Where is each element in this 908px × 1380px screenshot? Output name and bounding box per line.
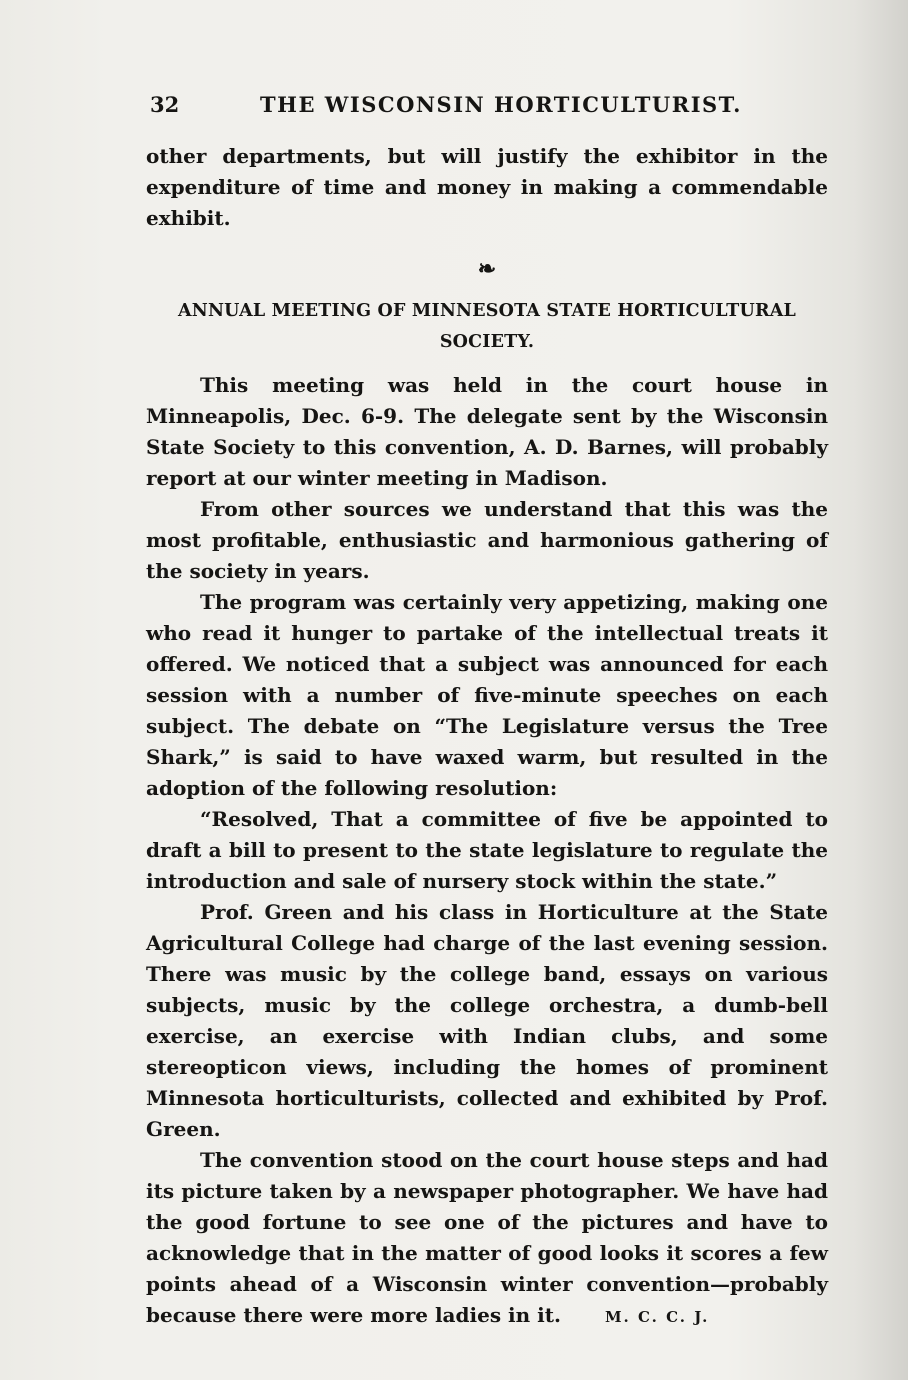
page-number: 32 — [150, 92, 180, 117]
running-head — [150, 92, 822, 126]
signature: M. C. C. J. — [604, 1308, 710, 1326]
journal-title: THE WISCONSIN HORTICULTURIST. — [260, 92, 742, 117]
paragraph-prof-green: Prof. Green and his class in Horticulture at the State Agricultural College had charge of the last evening session. There was music by the college band, essays on various subjects, music by the college orchestra, a dumb-bell exercise, an exercise with Indian clubs, and some stereopticon views, including the homes of prominent Minnesota horticulturists, collected and exhibited by Prof. Green. — [146, 900, 828, 1141]
article-heading: ANNUAL MEETING OF MINNESOTA STATE HORTICULTURAL SOCIETY. — [177, 301, 796, 352]
paragraph-photograph-text: The convention stood on the court house steps and had its picture taken by a newspaper photographer. We have had the good fortune to see one of the pictures and have to acknowledge that in the matter of good looks it scores a few points ahead of a Wisconsin winter convention—probably because there were more ladies in it. — [146, 1148, 828, 1327]
paragraph-program: The program was certainly very appetizing, making one who read it hunger to partake of the intellectual treats it offered. We noticed that a subject was announced for each session with a number of five-minute speeches on each subject. The debate on “The Legislature versus the Tree Shark,” is said to have waxed warm, but resulted in the adoption of the following resolution: — [146, 590, 828, 800]
intro-paragraph: other departments, but will justify the exhibitor in the expenditure of time and money in making a commendable exhibit. — [146, 144, 828, 230]
paragraph-sources: From other sources we understand that this was the most profitable, enthusiastic and harmonious gathering of the society in years. — [146, 497, 828, 583]
article-body — [146, 141, 828, 1333]
paragraph-meeting: This meeting was held in the court house in Minneapolis, Dec. 6-9. The delegate sent by the Wisconsin State Society to this convention, A. D. Barnes, will probably report at our winter meeting in Madison. — [146, 373, 828, 490]
section-ornament: ❧ — [477, 256, 497, 282]
paragraph-photograph — [146, 1145, 828, 1333]
paragraph-resolution: “Resolved, That a committee of five be appointed to draft a bill to present to the state legislature to regulate the introduction and sale of nursery stock within the state.” — [146, 807, 828, 893]
